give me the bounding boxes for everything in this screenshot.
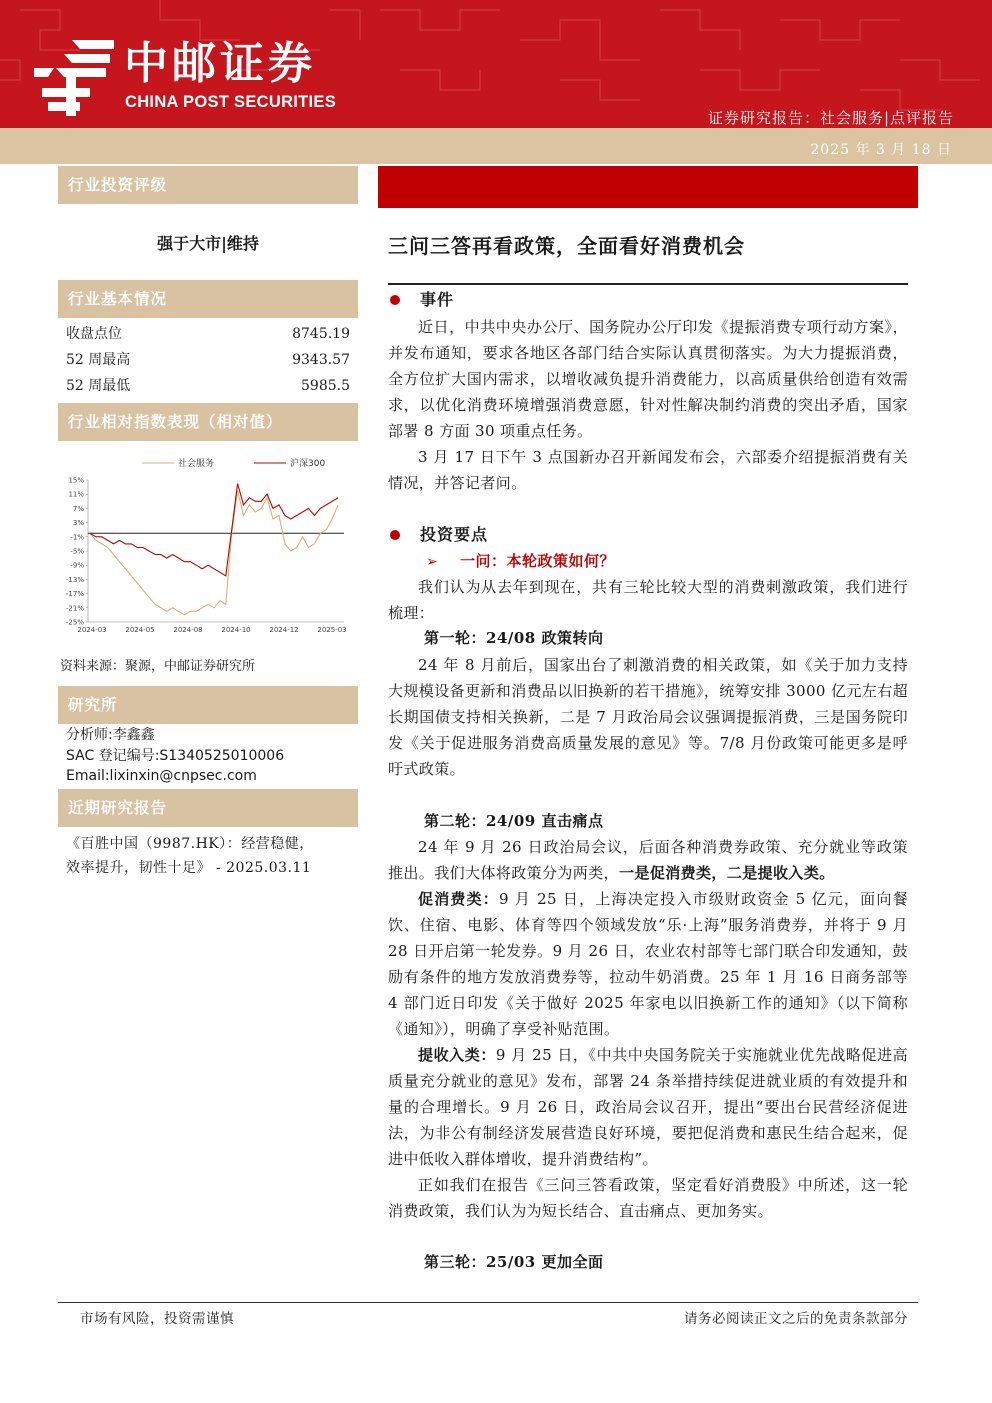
report-date: 2025 年 3 月 18 日 (810, 142, 952, 158)
footer-rule (58, 1302, 918, 1303)
question-1: 一问：本轮政策如何？ (460, 552, 616, 570)
y-tick-label: 15% (68, 476, 84, 485)
title-red-bar (378, 166, 918, 208)
rating-value: 强于大市|维持 (157, 234, 259, 253)
basic-row-label: 52 周最低 (66, 378, 131, 394)
basic-row-high (66, 349, 350, 371)
y-tick-label: 3% (72, 519, 84, 528)
section-bullet-icon (390, 295, 400, 305)
relative-performance-chart (62, 450, 352, 648)
basic-row-label: 收盘点位 (66, 326, 122, 342)
report-title: 三问三答再看政策，全面看好消费机会 (388, 234, 745, 258)
sac-number: SAC 登记编号:S1340525010006 (66, 748, 285, 764)
chart-legend (142, 457, 325, 469)
round2-emphasis: 一是促消费类，二是提收入类。 (619, 864, 835, 882)
x-tick-label: 2025-03 (317, 626, 347, 634)
y-tick-label: -21% (65, 604, 84, 613)
y-tick-label: -13% (65, 575, 84, 584)
round1-paragraph: 24 年 8 月前后，国家出台了刺激消费的相关政策，如《关于加力支持大规模设备更新和消费品以旧换新的若干措施》，统筹安排 3000 亿元左右超长期国债支持相关换新，二是 7 月政治局会议强调提振消费，三是国务院印发《关于促进服务消费高质量发展的意见》等。7/8 月份政策可能更多是呼吁式政策。 (388, 656, 909, 778)
event-heading: 事件 (420, 290, 455, 309)
round1-heading: 第一轮：24/08 政策转向 (424, 629, 604, 647)
footer-disclaimer-note: 请务必阅读正文之后的免责条款部分 (684, 1311, 908, 1327)
arrow-icon: ➢ (426, 554, 438, 570)
round2-heading: 第二轮：24/09 直击痛点 (424, 812, 604, 830)
consume-label: 促消费类： (418, 890, 499, 908)
relative-perf-heading: 行业相对指数表现（相对值） (58, 403, 358, 441)
consume-text: 9 月 25 日，上海决定投入市级财政资金 5 亿元，面向餐饮、住宿、电影、体育等四个领域发放“乐·上海”服务消费券，并将于 9 月 28 日开启第一轮发券。9 月 26 日，农业农村部等七部门联合印发通知，鼓励有条件的地方发放消费券等，拉动牛奶消费。25 年 1 月 16 日商务部等 4 部门近日印发《关于做好 2025 年家电以旧换新工作的通知》（以下简称《通知》），明确了享受补贴范围。 (388, 890, 908, 1038)
y-tick-label: -5% (70, 547, 84, 556)
x-tick-label: 2024-05 (125, 626, 155, 634)
recent-report-line1[interactable]: 《百胜中国（9987.HK）：经营稳健， (66, 836, 314, 852)
brand-name-cn: 中邮证券 (124, 38, 316, 89)
report-type: 证券研究报告：社会服务|点评报告 (707, 109, 954, 127)
y-tick-label: 11% (68, 490, 84, 499)
basic-row-value: 8745.19 (292, 326, 350, 342)
footer-risk-note: 市场有风险，投资需谨慎 (80, 1311, 234, 1327)
series-line-1 (90, 484, 338, 576)
legend-label-social: 社会服务 (178, 459, 215, 469)
basic-info-heading: 行业基本情况 (58, 280, 358, 318)
y-tick-label: 7% (72, 504, 84, 513)
basic-row-close (66, 323, 350, 345)
x-tick-label: 2024-03 (77, 626, 107, 634)
income-paragraph (388, 1042, 908, 1172)
y-tick-label: -17% (65, 590, 84, 599)
brand-name-en: CHINA POST SECURITIES (125, 93, 337, 111)
y-tick-label: -1% (70, 533, 84, 542)
round3-heading: 第三轮：25/03 更加全面 (424, 1253, 604, 1271)
section-bullet-icon (390, 530, 400, 540)
y-tick-label: -9% (70, 561, 84, 570)
recent-reports-heading: 近期研究报告 (58, 789, 358, 827)
research-heading: 研究所 (58, 686, 358, 724)
event-paragraph-2: 3 月 17 日下午 3 点国新办召开新闻发布会，六部委介绍提振消费有关情况，并答记者问。 (388, 448, 908, 492)
x-tick-label: 2024-10 (221, 626, 251, 634)
basic-row-label: 52 周最高 (66, 352, 131, 368)
legend-label-hs300: 沪深300 (290, 459, 326, 469)
basic-row-value: 5985.5 (301, 378, 350, 394)
round2-text: 24 年 9 月 26 日政治局会议，后面各种消费券政策、充分就业等政策推出。我们大体将政策分为两类， (388, 838, 908, 882)
china-post-logo-icon (34, 40, 114, 116)
x-tick-label: 2024-12 (269, 626, 299, 634)
x-tick-label: 2024-08 (173, 626, 203, 634)
chart-source: 资料来源：聚源，中邮证券研究所 (60, 659, 256, 674)
invest-heading: 投资要点 (420, 525, 489, 544)
series-line-0 (90, 491, 338, 615)
y-tick-label: -25% (65, 618, 84, 627)
income-text: 9 月 25 日，《中共中央国务院关于实施就业优先战略促进高质量充分就业的意见》发布，部署 24 条举措持续促进就业质的有效提升和量的合理增长。9 月 26 日，政治局会议召开，提出“要出台民营经济促进法，为非公有制经济发展营造良好环境，要把促消费和惠民生结合起来，促进中低收入群体增收，提升消费结构”。 (388, 1046, 908, 1168)
intro-paragraph: 我们认为从去年到现在，共有三轮比较大型的消费刺激政策，我们进行梳理： (388, 578, 908, 622)
analyst-email[interactable]: Email:lixinxin@cnpsec.com (66, 768, 257, 784)
event-paragraph-1: 近日，中共中央办公厅、国务院办公厅印发《提振消费专项行动方案》，并发布通知，要求各地区各部门结合实际认真贯彻落实。为大力提振消费，全方位扩大国内需求，以增收减负提升消费能力，以高质量供给创造有效需求，以优化消费环境增强消费意愿，针对性解决制约消费的突出矛盾，国家部署 8 方面 30 项重点任务。 (388, 318, 908, 440)
rating-heading: 行业投资评级 (58, 166, 358, 204)
basic-row-low (66, 375, 350, 397)
title-rule (388, 283, 908, 285)
basic-row-value: 9343.57 (292, 352, 350, 368)
income-label: 提收入类： (418, 1046, 496, 1064)
summary-paragraph: 正如我们在报告《三问三答看政策，坚定看好消费股》中所述，这一轮消费政策，我们认为为短长结合、直击痛点、更加务实。 (388, 1176, 908, 1220)
round2-paragraph (388, 834, 908, 886)
consume-paragraph (388, 886, 908, 1042)
analyst-name: 分析师:李鑫鑫 (66, 727, 155, 743)
recent-report-line2[interactable]: 效率提升，韧性十足》 - 2025.03.11 (66, 860, 312, 876)
